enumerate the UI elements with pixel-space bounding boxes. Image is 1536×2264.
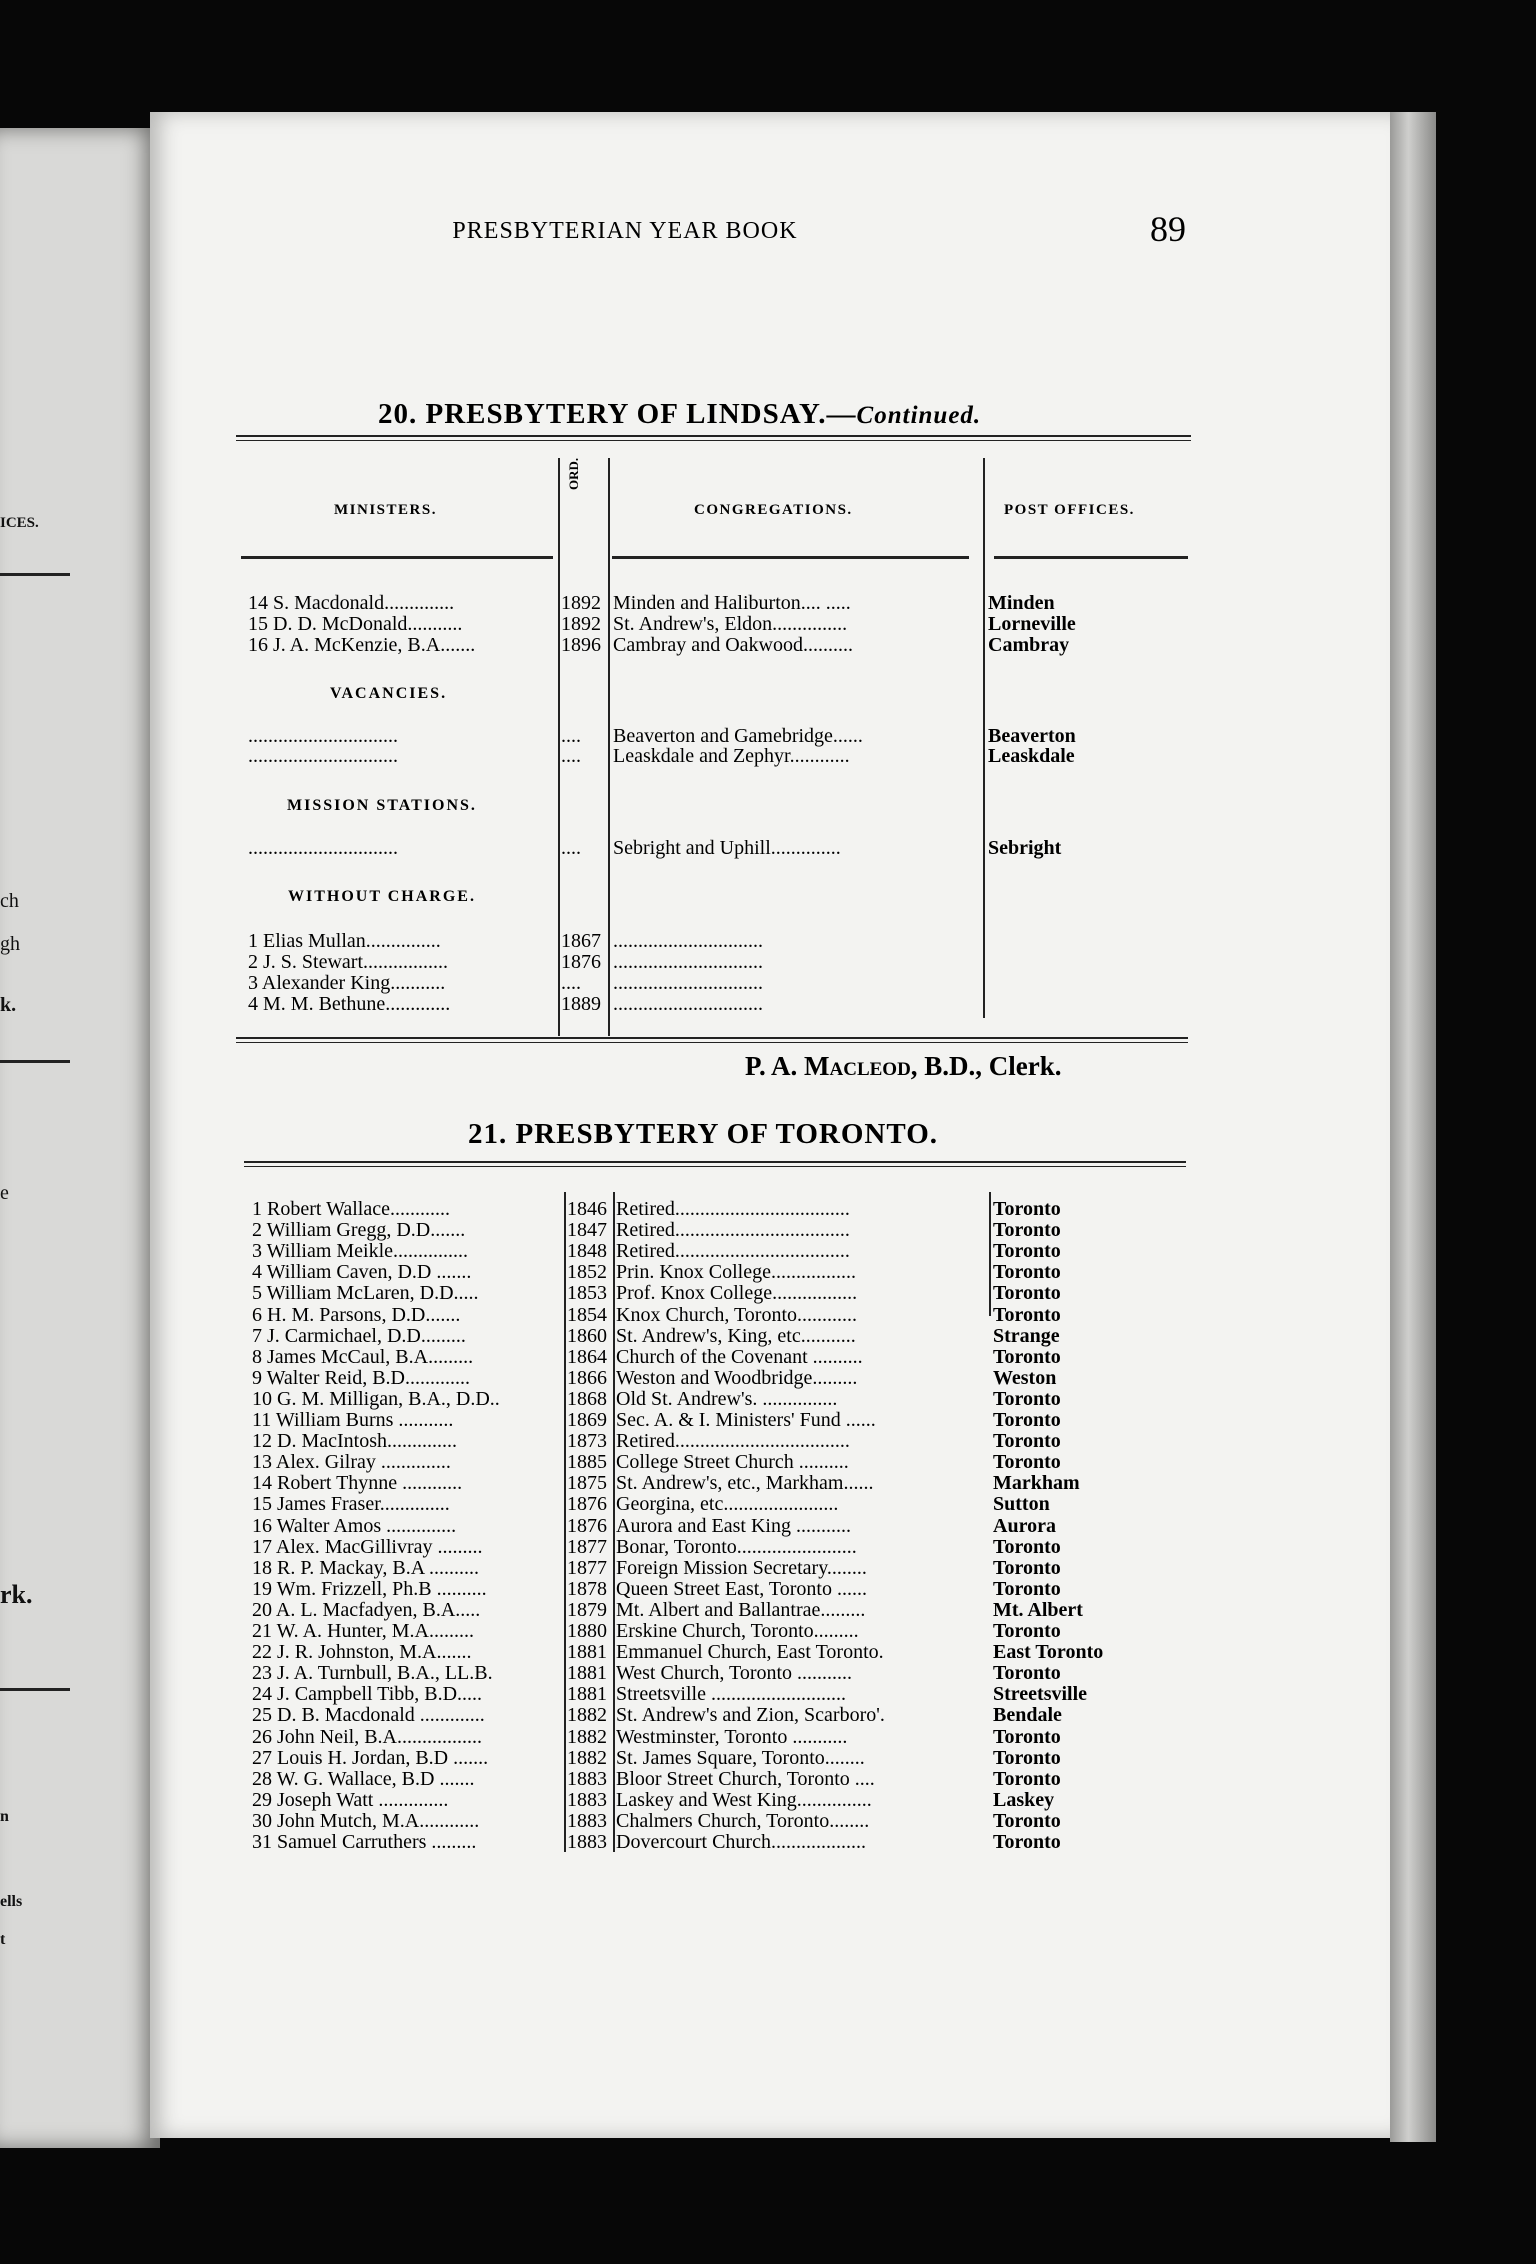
post-offices-column-header: POST OFFICES. xyxy=(1004,502,1135,518)
congregation: Minden and Haliburton.... ..... xyxy=(613,593,851,614)
minister-name: 20 A. L. Macfadyen, B.A..... xyxy=(252,1600,481,1621)
lindsay-title-text: 20. PRESBYTERY OF LINDSAY.— xyxy=(378,398,857,430)
minister-name: 7 J. Carmichael, D.D......... xyxy=(252,1326,466,1347)
ordination-year: 1876 xyxy=(567,1515,607,1537)
ordination-year: 1883 xyxy=(567,1810,607,1832)
mission-name: .............................. xyxy=(248,838,398,859)
ordination-year: .... xyxy=(561,725,581,747)
ordination-year: 1892 xyxy=(561,613,601,635)
ordination-year: 1848 xyxy=(567,1240,607,1262)
ordination-year: 1880 xyxy=(567,1620,607,1642)
minister-name: 1 Robert Wallace............ xyxy=(252,1199,450,1220)
minister-name: 16 Walter Amos .............. xyxy=(252,1516,457,1537)
minister-name: 27 Louis H. Jordan, B.D ....... xyxy=(252,1748,489,1769)
congregation: .............................. xyxy=(613,931,763,952)
minister-name: 14 S. Macdonald.............. xyxy=(248,593,455,614)
post-office: Toronto xyxy=(993,1662,1061,1684)
congregation: Westminster, Toronto ........... xyxy=(616,1727,848,1748)
ordination-year: 1877 xyxy=(567,1557,607,1579)
ordination-year: 1889 xyxy=(561,993,601,1015)
congregation: Leaskdale and Zephyr............ xyxy=(613,746,850,767)
congregation: Retired................................... xyxy=(616,1241,850,1262)
ordination-year: 1866 xyxy=(567,1367,607,1389)
post-office: Sutton xyxy=(993,1493,1050,1515)
left-fragment: n xyxy=(0,1808,9,1825)
congregation: Knox Church, Toronto............ xyxy=(616,1305,857,1326)
congregation: .............................. xyxy=(613,973,763,994)
congregation: Aurora and East King ........... xyxy=(616,1516,851,1537)
congregation: St. Andrew's, Eldon............... xyxy=(613,614,848,635)
congregation: Bloor Street Church, Toronto .... xyxy=(616,1769,875,1790)
post-office: Toronto xyxy=(993,1219,1061,1241)
ordination-year: 1867 xyxy=(561,930,601,952)
minister-name: 1 Elias Mullan............... xyxy=(248,931,441,952)
congregation: Sebright and Uphill.............. xyxy=(613,838,841,859)
congregation: Chalmers Church, Toronto........ xyxy=(616,1811,870,1832)
clerk-name: P. A. Macleod, xyxy=(745,1051,918,1081)
post-office: Toronto xyxy=(993,1304,1061,1326)
ordination-year: 1846 xyxy=(567,1198,607,1220)
post-office: Beaverton xyxy=(988,725,1076,747)
ordination-year: 1879 xyxy=(567,1599,607,1621)
minister-name: 13 Alex. Gilray .............. xyxy=(252,1452,451,1473)
post-office: Toronto xyxy=(993,1409,1061,1431)
post-office: Streetsville xyxy=(993,1683,1088,1705)
post-office: Toronto xyxy=(993,1557,1061,1579)
post-office: Toronto xyxy=(993,1768,1061,1790)
congregation: Beaverton and Gamebridge...... xyxy=(613,726,863,747)
column-rule xyxy=(564,1192,566,1852)
post-office: Mt. Albert xyxy=(993,1599,1083,1621)
minister-name: 15 James Fraser.............. xyxy=(252,1494,450,1515)
left-rule xyxy=(0,573,70,576)
ordination-year: 1883 xyxy=(567,1789,607,1811)
page-number: 89 xyxy=(1150,209,1186,249)
vacancy-name: .............................. xyxy=(248,726,398,747)
post-office: Toronto xyxy=(993,1451,1061,1473)
ordination-year: 1854 xyxy=(567,1304,607,1326)
minister-name: 31 Samuel Carruthers ......... xyxy=(252,1832,477,1853)
minister-name: 19 Wm. Frizzell, Ph.B .......... xyxy=(252,1579,487,1600)
lindsay-section-title xyxy=(378,398,981,431)
congregation: Georgina, etc....................... xyxy=(616,1494,839,1515)
ordination-year: 1896 xyxy=(561,634,601,656)
minister-name: 24 J. Campbell Tibb, B.D..... xyxy=(252,1684,483,1705)
minister-name: 22 J. R. Johnston, M.A....... xyxy=(252,1642,472,1663)
congregation: Laskey and West King............... xyxy=(616,1790,872,1811)
title-double-rule xyxy=(236,435,1191,441)
minister-name: 9 Walter Reid, B.D............. xyxy=(252,1368,470,1389)
post-office: Toronto xyxy=(993,1536,1061,1558)
ordination-year: 1883 xyxy=(567,1768,607,1790)
toronto-section-title: 21. PRESBYTERY OF TORONTO. xyxy=(468,1118,939,1150)
minister-name: 12 D. MacIntosh.............. xyxy=(252,1431,457,1452)
ordination-year: 1885 xyxy=(567,1451,607,1473)
minister-name: 2 William Gregg, D.D....... xyxy=(252,1220,466,1241)
congregation: Erskine Church, Toronto......... xyxy=(616,1621,859,1642)
ministers-column-header: MINISTERS. xyxy=(334,502,437,518)
left-fragment: ch xyxy=(0,890,19,912)
post-office: Bendale xyxy=(993,1704,1062,1726)
minister-name: 3 William Meikle............... xyxy=(252,1241,469,1262)
minister-name: 4 M. M. Bethune............. xyxy=(248,994,451,1015)
without-charge-heading: WITHOUT CHARGE. xyxy=(288,888,476,905)
ordination-year: 1847 xyxy=(567,1219,607,1241)
header-rule xyxy=(994,556,1188,559)
ordination-year: .... xyxy=(561,972,581,994)
minister-name: 29 Joseph Watt .............. xyxy=(252,1790,449,1811)
left-fragment: k. xyxy=(0,994,17,1016)
ordination-year: 1882 xyxy=(567,1726,607,1748)
congregation: Old St. Andrew's. ............... xyxy=(616,1389,838,1410)
minister-name: 10 G. M. Milligan, B.A., D.D.. xyxy=(252,1389,500,1410)
left-fragment: rk. xyxy=(0,1580,33,1609)
congregation: St. Andrew's and Zion, Scarboro'. xyxy=(616,1705,885,1726)
ordination-year: 1852 xyxy=(567,1261,607,1283)
congregation: Retired................................... xyxy=(616,1199,850,1220)
congregation: Retired................................... xyxy=(616,1220,850,1241)
minister-name: 5 William McLaren, D.D..... xyxy=(252,1283,479,1304)
post-office: Weston xyxy=(993,1367,1057,1389)
ordination-year: 1883 xyxy=(567,1831,607,1853)
minister-name: 6 H. M. Parsons, D.D....... xyxy=(252,1305,461,1326)
congregation: .............................. xyxy=(613,994,763,1015)
left-rule xyxy=(0,1688,70,1691)
ordination-year: 1881 xyxy=(567,1641,607,1663)
left-fragment: e xyxy=(0,1182,9,1204)
ordination-year: .... xyxy=(561,745,581,767)
minister-name: 30 John Mutch, M.A............ xyxy=(252,1811,480,1832)
ordination-year: .... xyxy=(561,837,581,859)
ordination-year: 1869 xyxy=(567,1409,607,1431)
ordination-year: 1868 xyxy=(567,1388,607,1410)
ordination-year: 1882 xyxy=(567,1747,607,1769)
congregation: Foreign Mission Secretary........ xyxy=(616,1558,867,1579)
vacancies-heading: VACANCIES. xyxy=(330,685,448,702)
congregation: St. Andrew's, etc., Markham...... xyxy=(616,1473,874,1494)
running-title: PRESBYTERIAN YEAR BOOK xyxy=(452,218,798,244)
post-office: Sebright xyxy=(988,837,1062,859)
minister-name: 17 Alex. MacGillivray ......... xyxy=(252,1537,483,1558)
column-rule xyxy=(558,458,560,1036)
post-office: Toronto xyxy=(993,1198,1061,1220)
minister-name: 28 W. G. Wallace, B.D ....... xyxy=(252,1769,475,1790)
congregation: College Street Church .......... xyxy=(616,1452,849,1473)
clerk-title: B.D., Clerk. xyxy=(924,1051,1062,1081)
clerk-signature xyxy=(745,1051,1062,1082)
header-rule xyxy=(612,556,969,559)
minister-name: 3 Alexander King........... xyxy=(248,973,446,994)
left-fragment: ells xyxy=(0,1893,23,1910)
ordination-year: 1864 xyxy=(567,1346,607,1368)
congregation: Bonar, Toronto........................ xyxy=(616,1537,857,1558)
post-office: Toronto xyxy=(993,1747,1061,1769)
mission-stations-heading: MISSION STATIONS. xyxy=(287,797,477,814)
post-office: East Toronto xyxy=(993,1641,1104,1663)
post-office: Toronto xyxy=(993,1810,1061,1832)
congregation: West Church, Toronto ........... xyxy=(616,1663,853,1684)
post-office: Toronto xyxy=(993,1430,1061,1452)
congregation: Prof. Knox College................. xyxy=(616,1283,858,1304)
post-office: Toronto xyxy=(993,1726,1061,1748)
congregation: Mt. Albert and Ballantrae......... xyxy=(616,1600,866,1621)
minister-name: 4 William Caven, D.D ....... xyxy=(252,1262,472,1283)
minister-name: 15 D. D. McDonald........... xyxy=(248,614,463,635)
post-office: Toronto xyxy=(993,1831,1061,1853)
left-facing-page xyxy=(0,128,160,2148)
post-office: Strange xyxy=(993,1325,1060,1347)
post-office: Laskey xyxy=(993,1789,1055,1811)
congregation: Retired................................... xyxy=(616,1431,850,1452)
congregation: Cambray and Oakwood.......... xyxy=(613,635,853,656)
minister-name: 25 D. B. Macdonald ............. xyxy=(252,1705,485,1726)
vacancy-name: .............................. xyxy=(248,746,398,767)
ordination-year: 1875 xyxy=(567,1472,607,1494)
continued-label: Continued. xyxy=(856,402,982,429)
post-office: Lorneville xyxy=(988,613,1076,635)
congregation: Prin. Knox College................. xyxy=(616,1262,856,1283)
left-fragment: ICES. xyxy=(0,515,39,531)
congregation: Dovercourt Church................... xyxy=(616,1832,866,1853)
post-office: Toronto xyxy=(993,1240,1061,1262)
post-office: Toronto xyxy=(993,1282,1061,1304)
minister-name: 11 William Burns ........... xyxy=(252,1410,454,1431)
ordination-year: 1853 xyxy=(567,1282,607,1304)
congregations-column-header: CONGREGATIONS. xyxy=(694,502,853,518)
post-office: Toronto xyxy=(993,1578,1061,1600)
ordination-year: 1878 xyxy=(567,1578,607,1600)
congregation: Queen Street East, Toronto ...... xyxy=(616,1579,867,1600)
congregation: Streetsville ........................... xyxy=(616,1684,846,1705)
congregation: Emmanuel Church, East Toronto. xyxy=(616,1642,884,1663)
left-fragment: t xyxy=(0,1931,6,1948)
section-end-rule xyxy=(236,1037,1188,1043)
post-office: Markham xyxy=(993,1472,1080,1494)
header-rule xyxy=(241,556,553,559)
title-double-rule xyxy=(244,1161,1186,1167)
congregation: Church of the Covenant .......... xyxy=(616,1347,863,1368)
post-office: Toronto xyxy=(993,1346,1061,1368)
post-office: Aurora xyxy=(993,1515,1056,1537)
ordination-year: 1892 xyxy=(561,592,601,614)
post-office: Toronto xyxy=(993,1388,1061,1410)
ordination-year: 1877 xyxy=(567,1536,607,1558)
minister-name: 8 James McCaul, B.A......... xyxy=(252,1347,474,1368)
post-office: Minden xyxy=(988,592,1055,614)
minister-name: 16 J. A. McKenzie, B.A....... xyxy=(248,635,476,656)
minister-name: 26 John Neil, B.A................. xyxy=(252,1727,482,1748)
column-rule xyxy=(989,1192,991,1316)
congregation: Sec. A. & I. Ministers' Fund ...... xyxy=(616,1410,876,1431)
minister-name: 2 J. S. Stewart................. xyxy=(248,952,448,973)
congregation: Weston and Woodbridge......... xyxy=(616,1368,858,1389)
ordination-year: 1876 xyxy=(561,951,601,973)
post-office: Leaskdale xyxy=(988,745,1075,767)
ordination-year: 1881 xyxy=(567,1662,607,1684)
minister-name: 18 R. P. Mackay, B.A .......... xyxy=(252,1558,480,1579)
ordination-year: 1876 xyxy=(567,1493,607,1515)
minister-name: 23 J. A. Turnbull, B.A., LL.B. xyxy=(252,1663,493,1684)
congregation: St. Andrew's, King, etc........... xyxy=(616,1326,856,1347)
left-fragment: gh xyxy=(0,933,20,955)
column-rule xyxy=(983,458,985,1018)
minister-name: 21 W. A. Hunter, M.A......... xyxy=(252,1621,474,1642)
post-office: Toronto xyxy=(993,1261,1061,1283)
ordination-year: 1873 xyxy=(567,1430,607,1452)
post-office: Toronto xyxy=(993,1620,1061,1642)
post-office: Cambray xyxy=(988,634,1070,656)
left-rule xyxy=(0,1060,70,1063)
page-edge xyxy=(1390,112,1436,2142)
ordination-year: 1881 xyxy=(567,1683,607,1705)
ord-column-header: ORD. xyxy=(566,457,581,490)
minister-name: 14 Robert Thynne ............ xyxy=(252,1473,463,1494)
congregation: .............................. xyxy=(613,952,763,973)
ordination-year: 1860 xyxy=(567,1325,607,1347)
ordination-year: 1882 xyxy=(567,1704,607,1726)
congregation: St. James Square, Toronto........ xyxy=(616,1748,865,1769)
